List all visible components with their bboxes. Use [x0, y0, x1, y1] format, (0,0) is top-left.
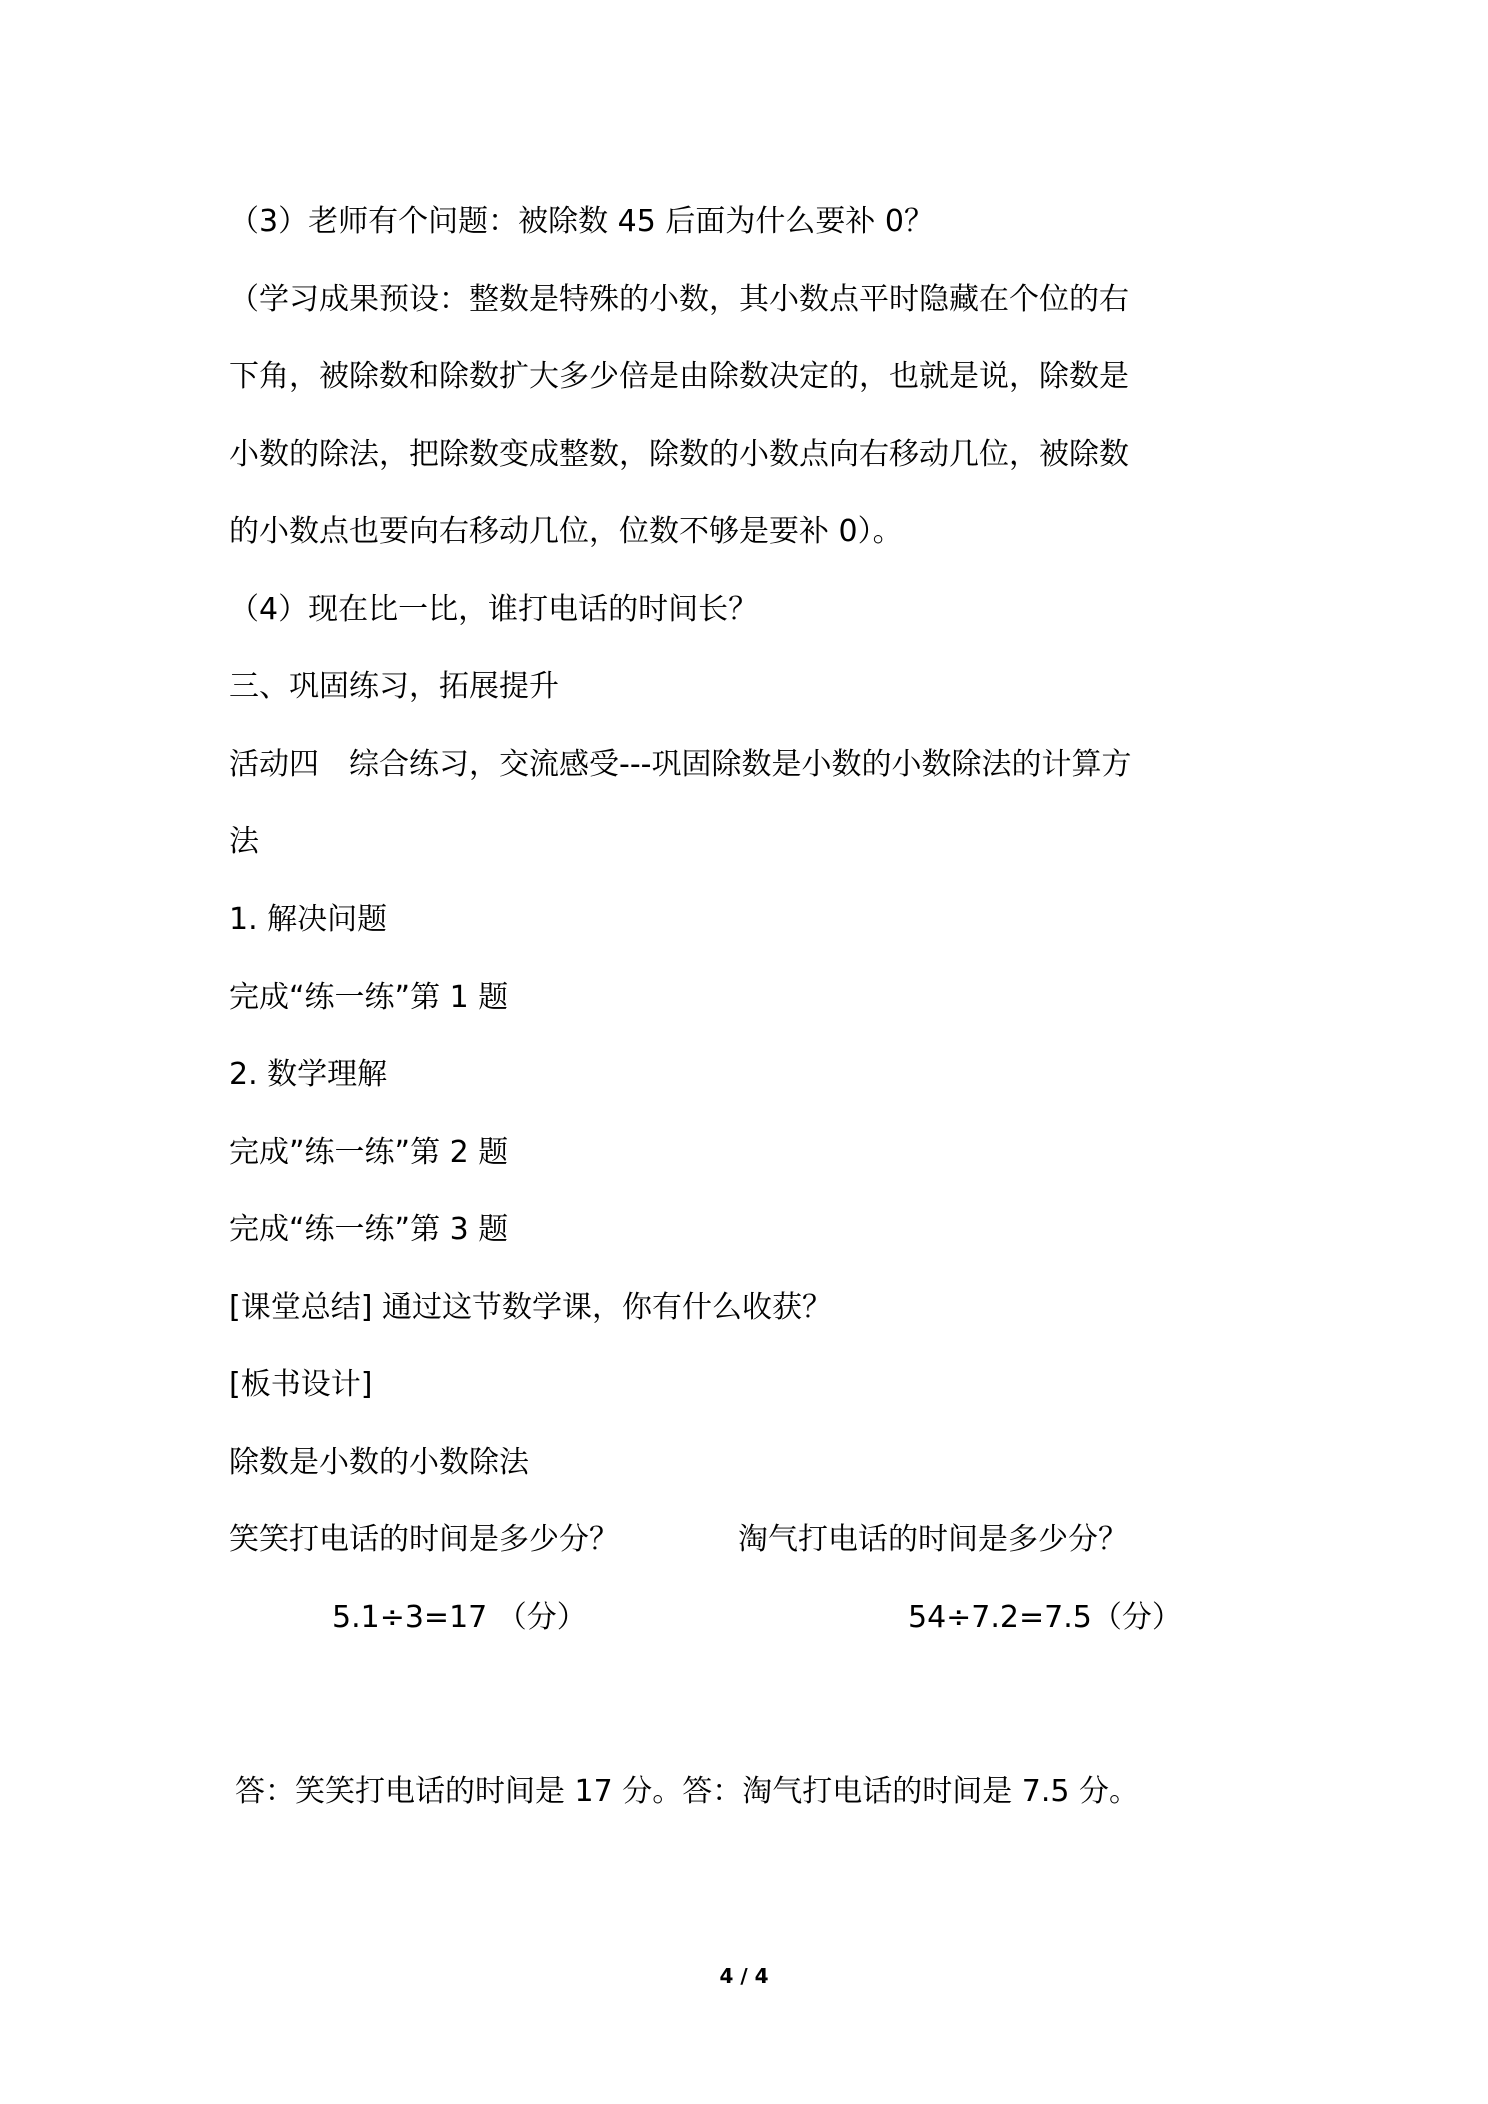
activity-four-line-2: 法 — [229, 824, 259, 859]
question-taoqi: 淘气打电话的时间是多少分？ — [738, 1522, 1128, 1557]
paragraph-preset-line-1: （学习成果预设：整数是特殊的小数，其小数点平时隐藏在个位的右 — [229, 282, 1129, 317]
item-math-understanding: 2. 数学理解 — [229, 1057, 388, 1092]
equation-taoqi: 54÷7.2=7.5（分） — [908, 1600, 1182, 1635]
activity-four-line-1: 活动四 综合练习，交流感受---巩固除数是小数的小数除法的计算方 — [229, 747, 1132, 782]
question-xiaoxiao: 笑笑打电话的时间是多少分？ — [229, 1522, 619, 1557]
answer-line: 答：笑笑打电话的时间是 17 分。答：淘气打电话的时间是 7.5 分。 — [235, 1774, 1140, 1809]
item-practice-3: 完成“练一练”第 3 题 — [229, 1212, 509, 1247]
board-design-title: 除数是小数的小数除法 — [229, 1445, 529, 1480]
paragraph-teacher-question: （3）老师有个问题：被除数 45 后面为什么要补 0？ — [229, 204, 934, 239]
paragraph-preset-line-2: 下角，被除数和除数扩大多少倍是由除数决定的，也就是说，除数是 — [229, 359, 1129, 394]
page-number: 4 / 4 — [719, 1964, 769, 1988]
equation-xiaoxiao: 5.1÷3=17 （分） — [332, 1600, 587, 1635]
class-summary: [课堂总结] 通过这节数学课，你有什么收获？ — [229, 1290, 832, 1325]
section-heading: 三、巩固练习，拓展提升 — [229, 669, 559, 704]
item-practice-1: 完成“练一练”第 1 题 — [229, 980, 509, 1015]
board-design-heading: [板书设计] — [229, 1367, 373, 1402]
paragraph-compare: （4）现在比一比，谁打电话的时间长？ — [229, 592, 759, 627]
item-practice-2: 完成”练一练”第 2 题 — [229, 1135, 509, 1170]
paragraph-preset-line-4: 的小数点也要向右移动几位，位数不够是要补 0）。 — [229, 514, 903, 549]
paragraph-preset-line-3: 小数的除法，把除数变成整数，除数的小数点向右移动几位，被除数 — [229, 437, 1129, 472]
item-solve-problem: 1. 解决问题 — [229, 902, 388, 937]
